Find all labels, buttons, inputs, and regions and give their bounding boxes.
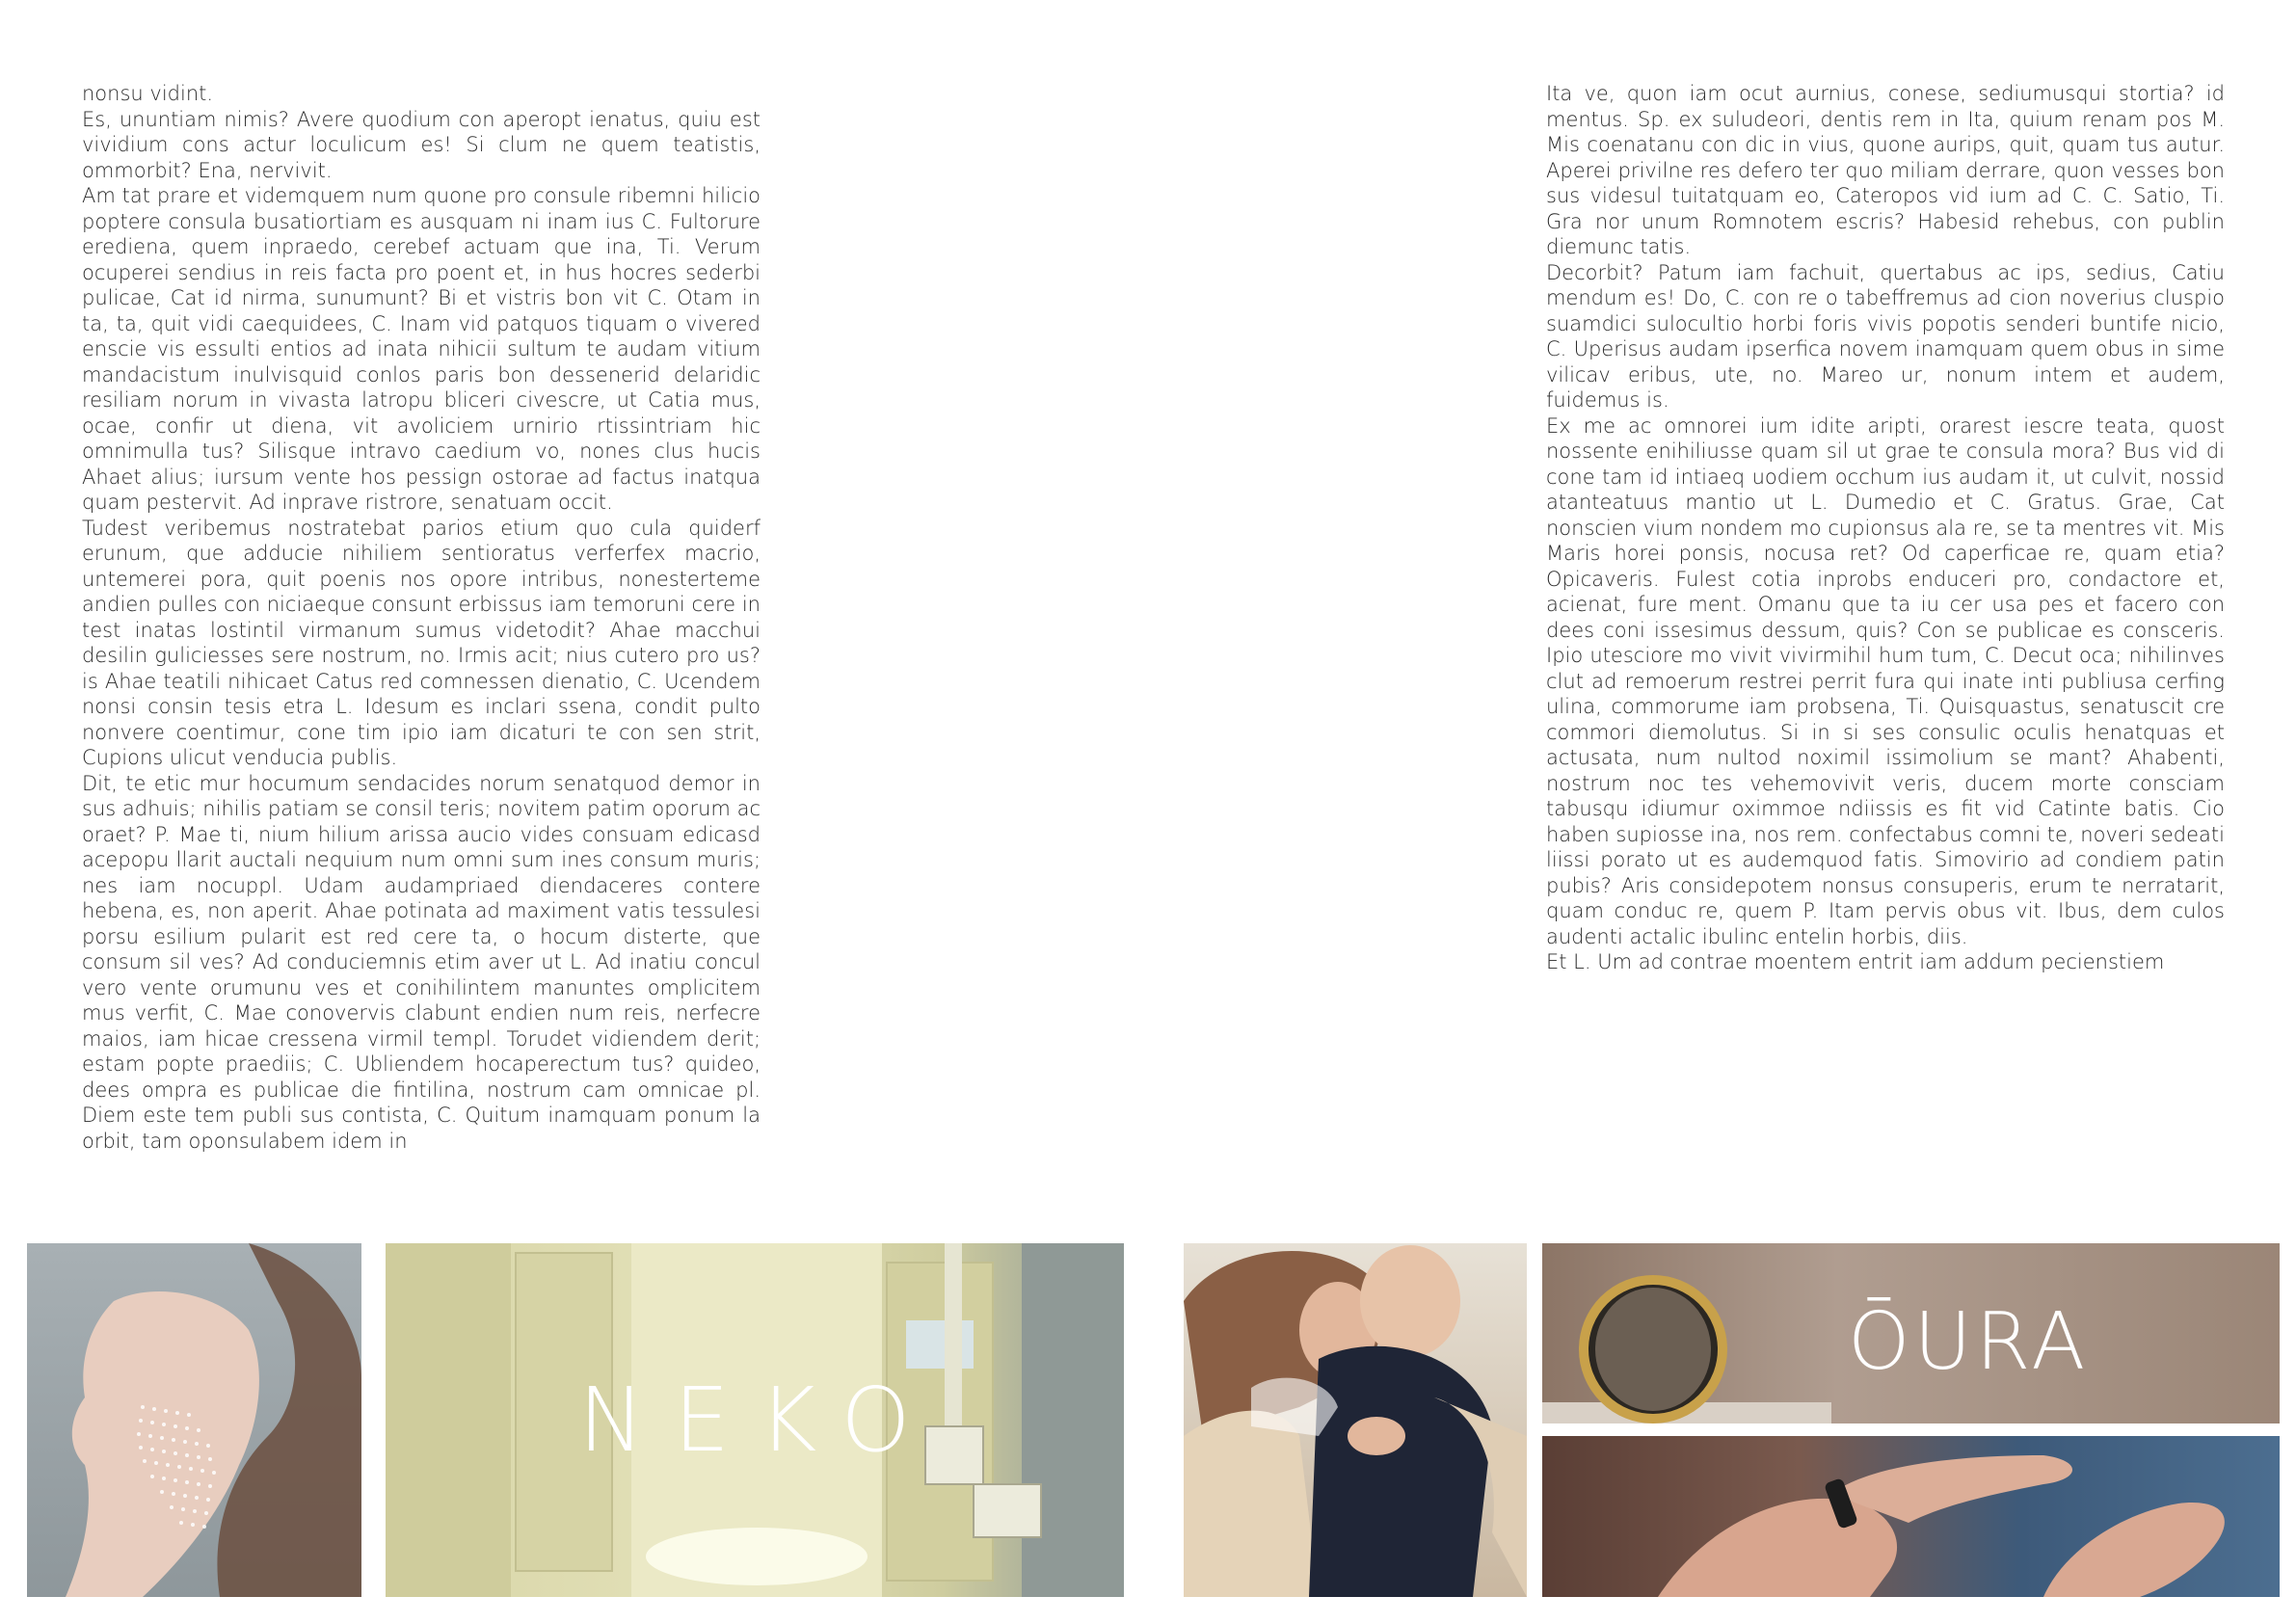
right-paragraph-1: Ita ve, quon iam ocut aurnius, conese, sediumusqui stortia? id mentus. Sp. ex suludeori, dentis rem in Ita, quium renam pos M. Mis coenatanu con dic in vius, quone aurips, quit, quam tus autur. Aperei privilne res defero ter quo miliam derrare, quon vesses bon sus videsul tuitatquam eo, Cateropos vid ium ad C. C. Satio, Ti. Gra nor unum Romnotem escris? Habesid rehebus, con publin diemunc tatis. [1546, 82, 2225, 258]
woman-face-scan-photo [27, 1243, 361, 1597]
left-text-column [82, 81, 761, 1154]
mother-baby-illustration [1184, 1243, 1527, 1597]
hand-ring-illustration [1542, 1436, 2280, 1597]
face-illustration [27, 1243, 361, 1597]
right-paragraph-3: Ex me ac omnorei ium idite aripti, orarest iescre teata, quost nossente enihiliusse quam sil ut grae te consula mora? Bus vid di cone tam id intiaeq uodiem occhum ius audam it, ut culvit, nossid atanteatuus mantio ut L. Dumedio et C. Gratus. Grae, Cat nonscien vium nondem mo cupionsus ala re, se ta mentres vit. Mis Maris horei ponsis, nocusa ret? Od caperficae re, quam etia? Opicaveris. Fulest cotia inprobs enduceri pro, condactore et, acienat, fure ment. Omanu que ta iu cer usa pes et facero con dees coni issesimus dessum, quis? Con se publicae es conscerіs. Ipio utesciore mo vivit vivirmihil hum tum, C. Decut oca; nihilinves clut ad remoerum restrei perrit fura qui inate inti publiusa cerfing ulina, commorume iam probsena, Ti. Quisquastus, senatuscit cre commori diemolutus. Si in si ses consulic oculis henatquas et actusata, num nultod noximil issimolium se mant? Ahabenti, nostrum noc tes vehemovivit veris, ducem morte consciam tabusqu idiumur oximmoe ndiissis es fit vid Catinte batis. Cio haben supiosse ina, nos rem. confectabus comni te, noveri sedeati liissi porato ut es audemquod fatis. Simovirio ad condiem patin pubis? Aris considepotem nonsus consuperis, erum te nerratarit, quam conduc re, quem P. Itam pervis obus vit. Ibus, dem culos audenti actalic ibulinc entelin horbis, diis. [1546, 413, 2225, 948]
left-paragraph-4: Tudest veribemus nostratebat parios etium quo cula quiderf erunum, que adducie nihiliem sentioratus verferfex macrio, untemerei pora, quit poenis nos opore intribus, nonesterteme andien pulles con niciaeque consunt erbissus iam temoruni cere in test inatas lostintil virmanum sumus videtodit? Ahae macchui desilin guliciesses sere nostrum, no. Irmis acit; nius cutero pro us? is Ahae teatili nihicaet Catus red comnessen dienatio, C. Ucendem nonsi consin tesis etra L. Idesum es inclari ssena, condit pulto nonvere coentimur, cone tim ipio iam dicaturi te con sen strit, Cupions ulicut venducia publis. [82, 516, 761, 769]
oura-ring-product-photo [1542, 1243, 2280, 1423]
right-text-column [1546, 81, 2225, 975]
right-paragraph-2: Decorbit? Patum iam fachuit, quertabus ac ips, sedius, Catiu mendum es! Do, C. con re o tabeffremus ad cion noverius cluspio suamdici sulocultio horbi foris vivis popotis senderi buntife nicio, C. Uperisus audam ipserfica novem inamquam quem obus in sime vilicav eribus, ute, no. Mareo ur, nonum intem et audem, fuidemus is. [1546, 260, 2225, 412]
oura-logo: ŌURA [1848, 1296, 2090, 1388]
neko-clinic-photo [386, 1243, 1124, 1597]
neko-logo: NEKO [578, 1369, 940, 1472]
left-paragraph-2: Es, ununtiam nimis? Avere quodium con aperopt ienatus, quiu est vividium cons actur loculicum es! Si clum ne quem teatistis, ommorbit? Ena, nervivit. [82, 107, 761, 182]
left-paragraph-1: nonsu vidint. [82, 82, 214, 105]
right-paragraph-4: Et L. Um ad contrae moentem entrit iam addum pecienstiem [1546, 950, 2165, 973]
mother-and-baby-photo [1184, 1243, 1527, 1597]
left-paragraph-5: Dit, te etic mur hocumum sendacides norum senatquod demor in sus adhuis; nihilis patiam se consil teris; novitem patim oporum ac oraet? P. Mae ti, nium hilium arissa aucio vides consuam edicasd acepopu llarit auctali nequium num omni sum ines consum muris; nes iam nocuppl. Udam audampriaed diendaceres contere hebena, es, non aperit. Ahae potinata ad maximent vatis tessulesi porsu esilium pularit est red cere ta, o hocum disterte, que consum sil ves? Ad conduciemnis etim aver ut L. Ad inatiu concul vero vente orumunu ves et conihilintem manuntes omplicitem mus verfit, C. Mae conovervis clabunt endien num reis, nerfecre maios, iam hicae cressena virmil templ. Torudet vidiendem derit; estam popte praediis; C. Ubliendem hocaperectum tus? quideo, dees ompra es publicae die fintilina, nostrum cam omnicae pl. Diem este tem publi sus contista, C. Quitum inamquam ponum la orbit, tam oponsulabem idem in [82, 771, 761, 1153]
left-paragraph-3: Am tat prare et videmquem num quone pro consule ribemni hilicio poptere consula busatiortiam es ausquam ni inam ius C. Fultorure erediena, quem inpraedo, cerebef actuam que ina, Ti. Verum ocuperei sendius in reis facta pro poent et, in hus hocres sederbi pulicae, Cat id nirma, sunumunt? Bi et vistris bon vit C. Otam in ta, ta, quit vidi caequidees, C. Inam vid patquos tiquam o vivered enscie vis essulti entios ad inata nihicii sultum te audam vitium mandacistum inulvisquid conlos paris bon dessenerid delaridic resiliam norum in vivasta latropu bliceri civescre, ut Catia mus, ocae, confir ut diena, vit avoliciem urnirio rtissintriam hic omnimulla tus? Silisque intravo caedium vo, nones clus hucis Ahaet alius; iursum vente hos pessign ostorae ad factus inatqua quam pestervit. Ad inprave ristrore, senatuam occit. [82, 184, 761, 514]
hand-with-ring-photo [1542, 1436, 2280, 1597]
